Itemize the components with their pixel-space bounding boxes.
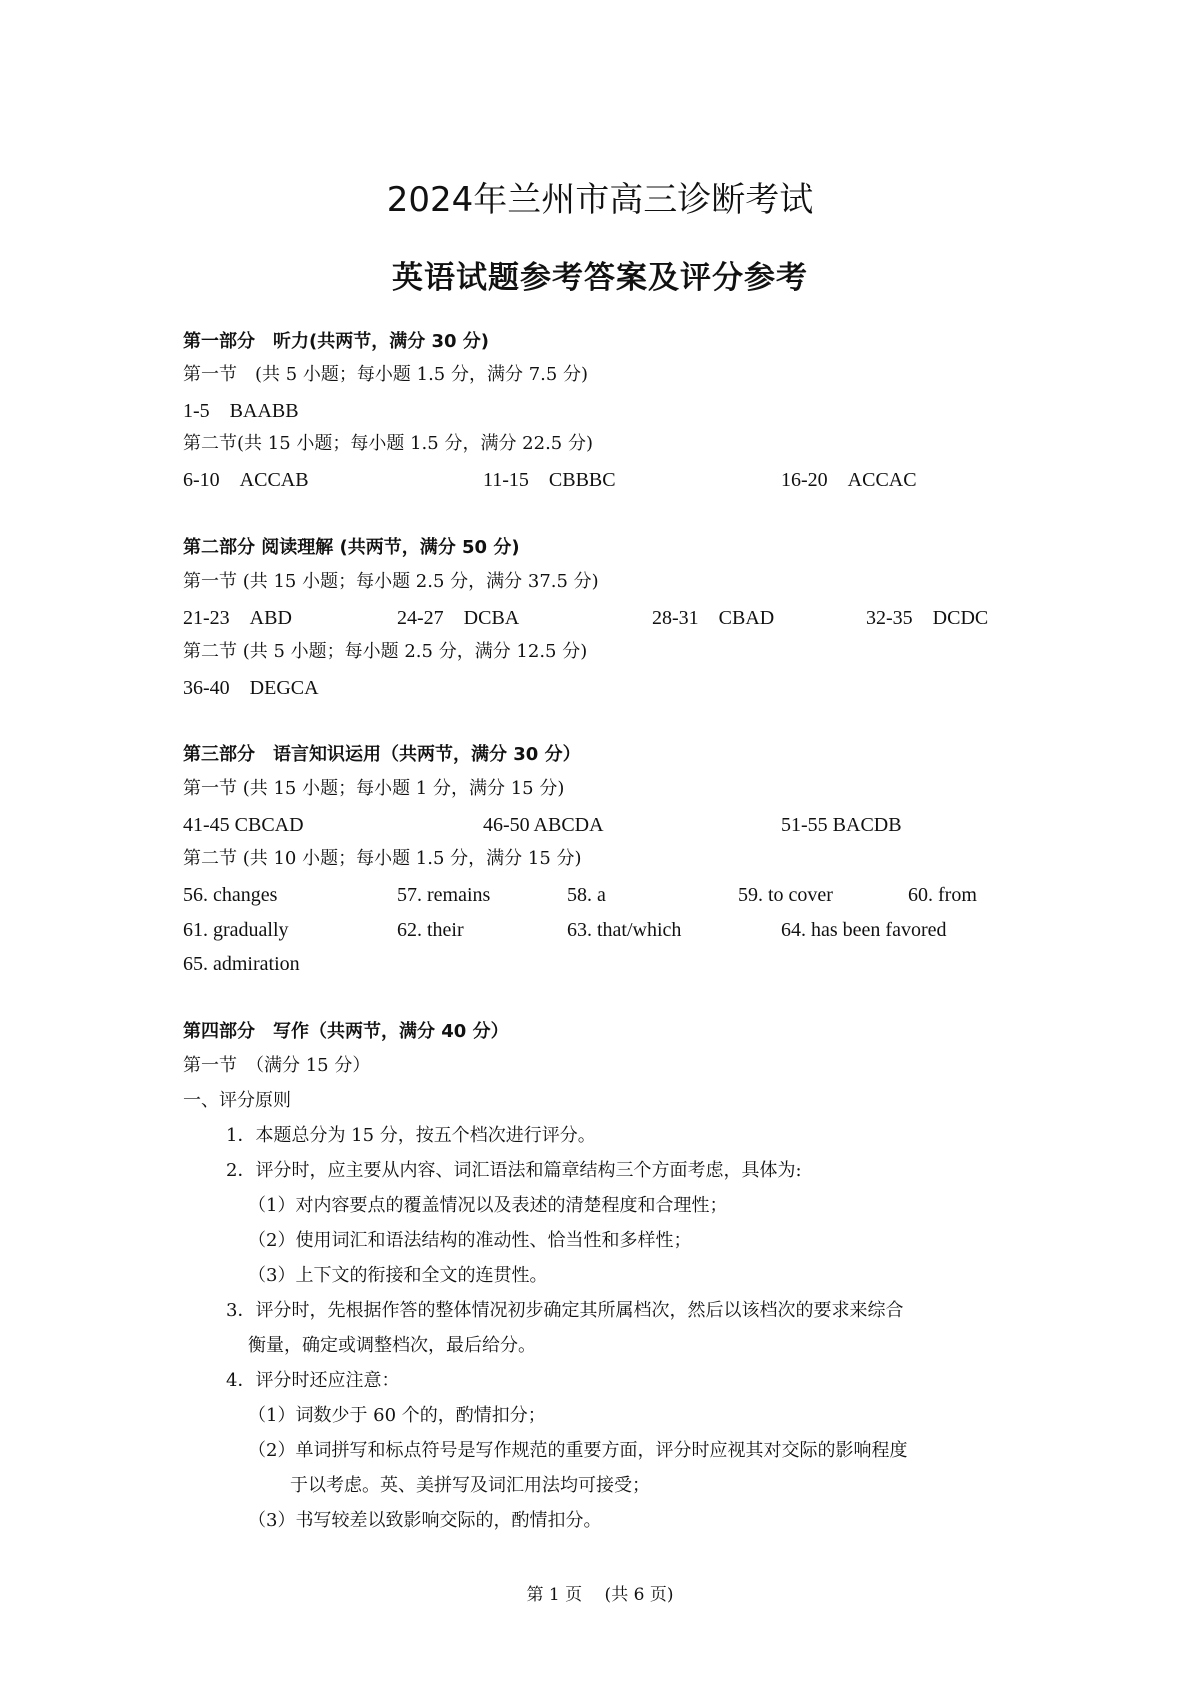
part2-section2-answers [0,676,1200,700]
scoring-item: 4．评分时还应注意： [226,1370,400,1391]
scoring-subitem: （1）词数少于 60 个的，酌情扣分； [248,1405,546,1426]
scoring-principles-heading: 一、评分原则 [183,1090,291,1111]
answer-group: 6-10 ACCAB [183,469,309,491]
answer-item: 60. from [908,884,977,906]
answer-item: 56. changes [183,884,278,906]
answer-item: 63. that/which [567,919,682,941]
answer-item: 57. remains [397,884,491,906]
part3-section1-answers [0,813,1200,837]
answer-item: 65. admiration [183,953,300,975]
scoring-subitem: （3）上下文的衔接和全文的连贯性。 [248,1265,548,1286]
answer-group: 28-31 CBAD [652,607,775,629]
answer-group: 11-15 CBBBC [483,469,616,491]
part3-section1-title: 第一节 (共 15 小题；每小题 1 分，满分 15 分) [183,778,565,799]
scoring-subitem-continuation: 于以考虑。英、美拼写及词汇用法均可接受； [290,1475,650,1496]
scoring-item: 2．评分时，应主要从内容、词汇语法和篇章结构三个方面考虑，具体为: [226,1160,802,1181]
part3-section2-row2 [0,918,1200,942]
answer-group: 36-40 DEGCA [183,677,319,699]
part4-heading: 第四部分 写作（共两节，满分 40 分） [183,1021,509,1042]
scoring-item-continuation: 衡量，确定或调整档次，最后给分。 [248,1335,536,1356]
page-footer: 第 1 页 (共 6 页) [526,1585,674,1605]
answer-item: 62. their [397,919,464,941]
answer-group: 41-45 CBCAD [183,814,304,836]
part2-section2-title: 第二节 (共 5 小题；每小题 2.5 分，满分 12.5 分) [183,641,588,662]
part3-section2-row1 [0,883,1200,907]
scoring-subitem: （3）书写较差以致影响交际的，酌情扣分。 [248,1510,602,1531]
part3-section2-row3 [0,952,1200,976]
answer-group: 46-50 ABCDA [483,814,604,836]
scoring-item: 3．评分时，先根据作答的整体情况初步确定其所属档次，然后以该档次的要求来综合 [226,1300,904,1321]
answer-item: 58. a [567,884,606,906]
part1-section1-answers [0,399,1200,423]
answer-item: 61. gradually [183,919,289,941]
answer-group: 24-27 DCBA [397,607,520,629]
part1-section2-title: 第二节(共 15 小题；每小题 1.5 分，满分 22.5 分) [183,433,593,454]
part1-section1-title: 第一节 (共 5 小题；每小题 1.5 分，满分 7.5 分) [183,364,589,385]
document-title: 2024年兰州市高三诊断考试 [386,180,814,220]
answer-group: 1-5 BAABB [183,400,299,422]
scoring-subitem: （2）单词拼写和标点符号是写作规范的重要方面，评分时应视其对交际的影响程度 [248,1440,908,1461]
answer-item: 59. to cover [738,884,833,906]
scoring-item: 1．本题总分为 15 分，按五个档次进行评分。 [226,1125,596,1146]
answer-group: 32-35 DCDC [866,607,989,629]
part4-section1-title: 第一节 （满分 15 分） [183,1055,371,1076]
part2-heading: 第二部分 阅读理解 (共两节，满分 50 分) [183,537,520,558]
part1-section2-answers [0,468,1200,492]
scoring-subitem: （1）对内容要点的覆盖情况以及表述的清楚程度和合理性； [248,1195,728,1216]
document-subtitle: 英语试题参考答案及评分参考 [392,260,808,296]
part3-heading: 第三部分 语言知识运用（共两节，满分 30 分） [183,744,581,765]
answer-group: 21-23 ABD [183,607,292,629]
part2-section1-title: 第一节 (共 15 小题；每小题 2.5 分，满分 37.5 分) [183,571,599,592]
answer-group: 16-20 ACCAC [781,469,917,491]
answer-group: 51-55 BACDB [781,814,902,836]
part2-section1-answers [0,606,1200,630]
part3-section2-title: 第二节 (共 10 小题；每小题 1.5 分，满分 15 分) [183,848,582,869]
part1-heading: 第一部分 听力(共两节，满分 30 分) [183,331,490,352]
answer-item: 64. has been favored [781,919,947,941]
scoring-subitem: （2）使用词汇和语法结构的准动性、恰当性和多样性； [248,1230,692,1251]
